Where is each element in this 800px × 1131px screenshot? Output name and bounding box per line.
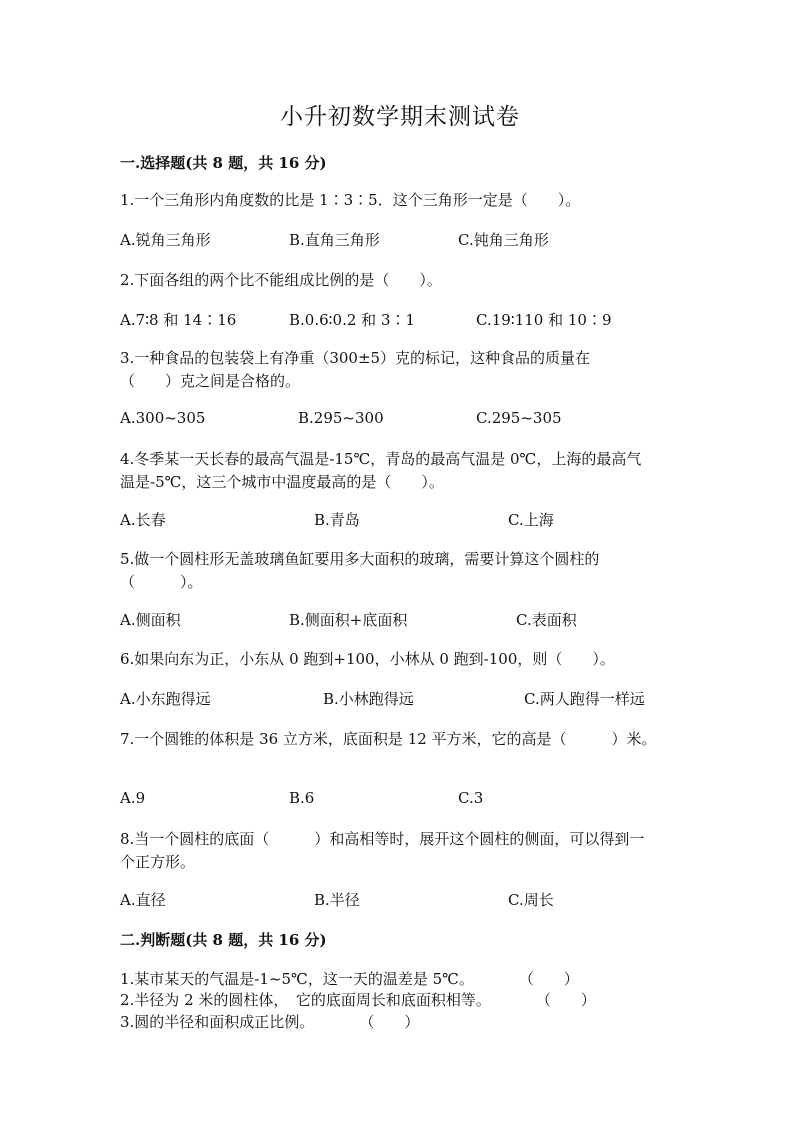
question-1-option-b: B.直角三角形 [289, 231, 380, 249]
question-2-option-b: B.0.6∶0.2 和 3∶1 [289, 311, 416, 329]
question-5-option-b: B.侧面积+底面积 [289, 611, 408, 629]
page-title: 小升初数学期末测试卷 [280, 104, 520, 130]
question-4-line-1: 4.冬季某一天长春的最高气温是-15℃，青岛的最高气温是 0℃，上海的最高气 [120, 450, 642, 468]
question-4-line-2: 温是-5℃，这三个城市中温度最高的是（ ）。 [120, 473, 444, 491]
question-6: 6.如果向东为正，小东从 0 跑到+100，小林从 0 跑到-100，则（ ）。 [120, 650, 615, 668]
question-2-option-c: C.19∶110 和 10∶9 [476, 311, 612, 329]
question-6-option-c: C.两人跑得一样远 [524, 690, 645, 708]
section-heading-choice: 一.选择题(共 8 题，共 16 分) [120, 154, 327, 172]
judge-question-2: 2.半径为 2 米的圆柱体， 它的底面周长和底面积相等。 （ ） [120, 991, 596, 1009]
question-5-line-1: 5.做一个圆柱形无盖玻璃鱼缸要用多大面积的玻璃，需要计算这个圆柱的 [120, 550, 600, 568]
question-8-line-2: 个正方形。 [120, 853, 196, 871]
question-7: 7.一个圆锥的体积是 36 立方米，底面积是 12 平方米，它的高是（ ）米。 [120, 730, 657, 748]
question-4-option-a: A.长春 [120, 511, 166, 529]
question-7-option-a: A.9 [120, 789, 146, 807]
question-8-line-1: 8.当一个圆柱的底面（ ）和高相等时，展开这个圆柱的侧面，可以得到一 [120, 830, 645, 848]
question-7-option-b: B.6 [289, 789, 315, 807]
question-3-option-c: C.295~305 [476, 409, 562, 427]
judge-question-1: 1.某市某天的气温是-1~5℃，这一天的温差是 5℃。 （ ） [120, 970, 579, 988]
question-1-option-a: A.锐角三角形 [120, 231, 211, 249]
question-5-line-2: （ ）。 [120, 573, 203, 591]
question-8-option-b: B.半径 [314, 891, 360, 909]
judge-question-3: 3.圆的半径和面积成正比例。 （ ） [120, 1013, 420, 1031]
question-7-option-c: C.3 [458, 789, 484, 807]
question-2-option-a: A.7∶8 和 14∶16 [120, 311, 237, 329]
question-3-line-2: （ ）克之间是合格的。 [120, 372, 301, 390]
question-2: 2.下面各组的两个比不能组成比例的是（ ）。 [120, 271, 442, 289]
question-1-option-c: C.钝角三角形 [458, 231, 549, 249]
question-5-option-c: C.表面积 [516, 611, 577, 629]
question-8-option-a: A.直径 [120, 891, 166, 909]
question-3-line-1: 3.一种食品的包装袋上有净重（300±5）克的标记，这种食品的质量在 [120, 349, 591, 367]
question-6-option-b: B.小林跑得远 [323, 690, 414, 708]
question-4-option-c: C.上海 [508, 511, 554, 529]
question-1: 1.一个三角形内角度数的比是 1∶3∶5．这个三角形一定是（ ）。 [120, 191, 581, 209]
question-8-option-c: C.周长 [508, 891, 554, 909]
section-heading-judge: 二.判断题(共 8 题，共 16 分) [120, 931, 327, 949]
question-4-option-b: B.青岛 [314, 511, 360, 529]
question-6-option-a: A.小东跑得远 [120, 690, 211, 708]
question-3-option-b: B.295~300 [298, 409, 384, 427]
question-3-option-a: A.300~305 [120, 409, 206, 427]
question-5-option-a: A.侧面积 [120, 611, 181, 629]
